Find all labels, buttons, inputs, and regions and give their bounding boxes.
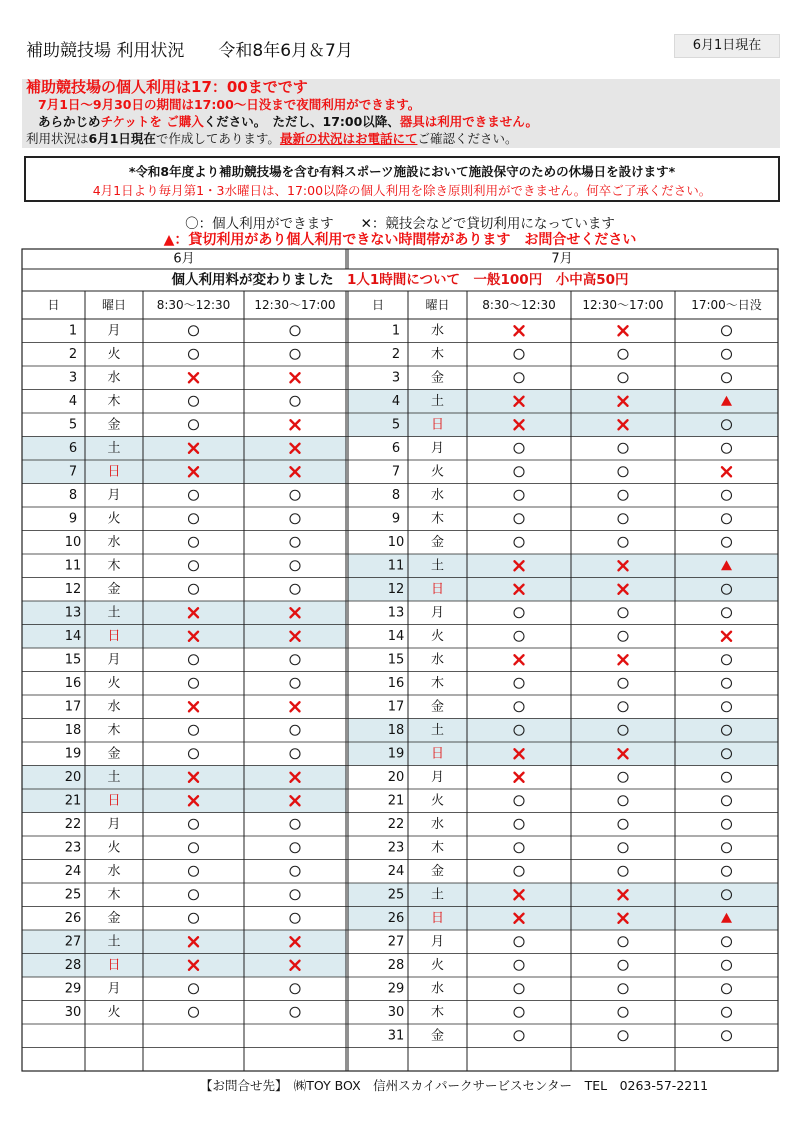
available-mark — [722, 772, 732, 782]
available-mark — [722, 1007, 732, 1017]
weekday: 土 — [430, 393, 445, 409]
weekday: 土 — [107, 440, 121, 456]
day-number: 6 — [68, 440, 78, 456]
available-mark — [722, 960, 732, 970]
day-number: 14 — [387, 628, 405, 644]
available-mark — [290, 1007, 300, 1017]
legend-partial: ▲：貸切利用があり個人利用できない時間帯があります お問合せください — [163, 232, 637, 248]
day-number: 3 — [68, 370, 78, 386]
available-mark — [514, 937, 524, 947]
weekday: 火 — [430, 464, 445, 480]
day-number: 26 — [64, 910, 82, 926]
fee-part: 1人1時間について — [333, 272, 461, 288]
weekday: 水 — [430, 652, 445, 668]
day-number: 3 — [391, 370, 401, 386]
weekday: 日 — [430, 581, 445, 597]
day-number: 25 — [64, 887, 82, 903]
reserved-mark — [189, 373, 198, 382]
available-mark — [514, 819, 524, 829]
weekend-row-bg — [348, 390, 778, 414]
column-header: 曜日 — [425, 298, 450, 312]
day-number: 18 — [64, 722, 82, 738]
day-number: 21 — [64, 793, 82, 809]
available-mark — [722, 702, 732, 712]
day-number: 19 — [64, 746, 82, 762]
available-mark — [189, 396, 199, 406]
weekday: 日 — [430, 910, 445, 926]
column-header: 12:30～17:00 — [582, 298, 664, 312]
weekday: 火 — [107, 675, 121, 691]
weekend-row-bg — [348, 554, 778, 578]
weekday: 火 — [107, 840, 121, 856]
available-mark — [189, 537, 199, 547]
weekday: 土 — [107, 605, 121, 621]
day-number: 25 — [387, 887, 405, 903]
column-header: 12:30～17:00 — [254, 298, 336, 312]
day-number: 20 — [64, 769, 82, 785]
available-mark — [514, 537, 524, 547]
day-number: 15 — [64, 652, 82, 668]
weekday: 金 — [430, 370, 445, 386]
day-number: 13 — [64, 605, 82, 621]
available-mark — [722, 514, 732, 524]
weekend-row-bg — [348, 719, 778, 743]
weekday: 金 — [107, 581, 121, 597]
available-mark — [722, 537, 732, 547]
available-mark — [189, 725, 199, 735]
available-mark — [618, 984, 628, 994]
day-number: 9 — [68, 511, 78, 527]
available-mark — [618, 843, 628, 853]
day-number: 22 — [64, 816, 82, 832]
available-mark — [514, 608, 524, 618]
reserved-mark — [619, 655, 628, 664]
weekday: 火 — [430, 628, 445, 644]
available-mark — [618, 1031, 628, 1041]
available-mark — [290, 655, 300, 665]
day-number: 2 — [391, 346, 401, 362]
available-mark — [189, 655, 199, 665]
month-label-june: 6月 — [173, 251, 195, 267]
weekday: 水 — [430, 816, 445, 832]
notice-hours: 補助競技場の個人利用は17：00までです — [26, 78, 308, 96]
day-number: 22 — [387, 816, 405, 832]
weekday: 木 — [430, 511, 445, 527]
available-mark — [290, 490, 300, 500]
available-mark — [514, 490, 524, 500]
available-mark — [290, 866, 300, 876]
day-number: 28 — [64, 957, 82, 973]
day-number: 10 — [64, 534, 82, 550]
available-mark — [189, 819, 199, 829]
day-number: 11 — [387, 558, 405, 574]
day-number: 26 — [387, 910, 405, 926]
day-number: 12 — [64, 581, 82, 597]
available-mark — [189, 490, 199, 500]
available-mark — [290, 349, 300, 359]
weekday: 土 — [430, 887, 445, 903]
column-header: 8:30～12:30 — [156, 298, 231, 312]
available-mark — [618, 796, 628, 806]
day-number: 16 — [387, 675, 405, 691]
reserved-mark — [189, 702, 198, 711]
reserved-mark — [291, 702, 300, 711]
available-mark — [189, 420, 199, 430]
weekday: 月 — [107, 816, 121, 832]
available-mark — [722, 655, 732, 665]
column-header: 日 — [47, 298, 60, 312]
available-mark — [189, 584, 199, 594]
weekday: 水 — [107, 699, 121, 715]
day-number: 30 — [64, 1004, 82, 1020]
available-mark — [514, 984, 524, 994]
day-number: 24 — [387, 863, 405, 879]
available-mark — [618, 866, 628, 876]
reserved-mark — [515, 655, 524, 664]
weekday: 水 — [430, 487, 445, 503]
available-mark — [618, 443, 628, 453]
available-mark — [514, 631, 524, 641]
available-mark — [290, 514, 300, 524]
fee-part: 小中高50円 — [542, 272, 629, 288]
weekday: 木 — [107, 558, 121, 574]
day-number: 28 — [387, 957, 405, 973]
day-number: 23 — [64, 840, 82, 856]
available-mark — [514, 1031, 524, 1041]
day-number: 8 — [391, 487, 401, 503]
closure-detail: 4月1日より毎月第1・3水曜日は、17:00以降の個人利用を除き原則利用ができません。何卒ご了承ください。 — [92, 183, 712, 198]
weekday: 火 — [107, 1004, 121, 1020]
weekday: 水 — [107, 534, 121, 550]
contact-footer: 【お問合せ先】 ㈱TOY BOX 信州スカイパークサービスセンター TEL 0263-57-2211 — [200, 1078, 709, 1093]
day-number: 6 — [391, 440, 401, 456]
column-header: 日 — [371, 298, 385, 312]
available-mark — [618, 608, 628, 618]
column-header: 曜日 — [101, 298, 127, 312]
notice-ticket: あらかじめチケットを ご購入ください。 ただし、17:00以降、器具は利用できません。 — [38, 114, 539, 129]
available-mark — [189, 866, 199, 876]
available-mark — [189, 913, 199, 923]
available-mark — [514, 349, 524, 359]
day-number: 5 — [68, 417, 78, 433]
weekday: 日 — [107, 793, 121, 809]
available-mark — [514, 1007, 524, 1017]
weekday: 木 — [107, 722, 121, 738]
available-mark — [189, 984, 199, 994]
available-mark — [722, 443, 732, 453]
reserved-mark — [291, 373, 300, 382]
available-mark — [722, 819, 732, 829]
weekday: 金 — [107, 417, 121, 433]
page-title: 補助競技場 利用状況 令和8年6月＆7月 — [26, 41, 353, 61]
available-mark — [618, 702, 628, 712]
available-mark — [189, 749, 199, 759]
weekday: 木 — [107, 393, 121, 409]
available-mark — [722, 843, 732, 853]
available-mark — [290, 678, 300, 688]
as-of-date: 6月1日現在 — [674, 34, 780, 58]
available-mark — [290, 396, 300, 406]
available-mark — [618, 631, 628, 641]
available-mark — [189, 326, 199, 336]
available-mark — [290, 749, 300, 759]
weekday: 月 — [107, 652, 121, 668]
available-mark — [290, 326, 300, 336]
day-number: 5 — [391, 417, 401, 433]
weekday: 水 — [430, 981, 445, 997]
available-mark — [514, 443, 524, 453]
column-header: 17:00～日没 — [691, 298, 762, 312]
day-number: 19 — [387, 746, 405, 762]
day-number: 27 — [387, 934, 405, 950]
weekday: 水 — [107, 863, 121, 879]
weekday: 金 — [107, 746, 121, 762]
day-number: 18 — [387, 722, 405, 738]
available-mark — [189, 349, 199, 359]
day-number: 27 — [64, 934, 82, 950]
legend-line: 〇：個人利用ができます ✕：競技会などで貸切利用になっています — [185, 216, 615, 232]
weekday: 月 — [430, 605, 445, 621]
month-label-july: 7月 — [551, 251, 573, 267]
available-mark — [722, 349, 732, 359]
available-mark — [618, 960, 628, 970]
available-mark — [514, 843, 524, 853]
fee-notice — [171, 271, 628, 288]
available-mark — [514, 467, 524, 477]
day-number: 16 — [64, 675, 82, 691]
weekday: 土 — [430, 722, 445, 738]
available-mark — [514, 373, 524, 383]
reserved-mark — [515, 773, 524, 782]
available-mark — [618, 772, 628, 782]
weekday: 火 — [107, 511, 121, 527]
weekday: 日 — [107, 957, 121, 973]
weekday: 日 — [107, 464, 121, 480]
weekday: 木 — [430, 346, 445, 362]
day-number: 1 — [68, 323, 78, 339]
available-mark — [722, 373, 732, 383]
available-mark — [189, 1007, 199, 1017]
fee-part: 一般100円 — [460, 272, 543, 288]
available-mark — [618, 819, 628, 829]
available-mark — [618, 349, 628, 359]
day-number: 17 — [387, 699, 405, 715]
weekday: 火 — [430, 793, 445, 809]
available-mark — [189, 678, 199, 688]
available-mark — [290, 913, 300, 923]
day-number: 21 — [387, 793, 405, 809]
day-number: 1 — [391, 323, 401, 339]
weekend-row-bg — [348, 578, 778, 602]
available-mark — [722, 326, 732, 336]
available-mark — [290, 537, 300, 547]
day-number: 8 — [68, 487, 78, 503]
weekday: 水 — [430, 323, 445, 339]
notice-status: 利用状況は6月1日現在で作成してあります。最新の状況はお電話にてご確認ください。 — [26, 131, 518, 146]
available-mark — [618, 373, 628, 383]
available-mark — [514, 796, 524, 806]
day-number: 13 — [387, 605, 405, 621]
fee-part: 個人利用料が変わりました — [171, 272, 334, 288]
available-mark — [290, 725, 300, 735]
available-mark — [290, 890, 300, 900]
weekday: 木 — [430, 675, 445, 691]
weekend-row-bg — [348, 742, 778, 766]
available-mark — [722, 1031, 732, 1041]
weekday: 月 — [430, 934, 445, 950]
available-mark — [618, 467, 628, 477]
available-mark — [290, 584, 300, 594]
weekday: 土 — [107, 769, 121, 785]
weekday: 日 — [430, 417, 445, 433]
weekday: 金 — [430, 1028, 445, 1044]
day-number: 10 — [387, 534, 405, 550]
weekday: 金 — [430, 863, 445, 879]
weekday: 月 — [107, 981, 121, 997]
weekday: 火 — [107, 346, 121, 362]
available-mark — [722, 866, 732, 876]
weekday: 木 — [430, 840, 445, 856]
day-number: 30 — [387, 1004, 405, 1020]
day-number: 17 — [64, 699, 82, 715]
day-number: 23 — [387, 840, 405, 856]
weekend-row-bg — [348, 413, 778, 437]
available-mark — [722, 608, 732, 618]
day-number: 9 — [391, 511, 401, 527]
weekday: 金 — [430, 699, 445, 715]
weekday: 日 — [107, 628, 121, 644]
day-number: 15 — [387, 652, 405, 668]
available-mark — [189, 514, 199, 524]
available-mark — [618, 537, 628, 547]
available-mark — [722, 796, 732, 806]
available-mark — [189, 843, 199, 853]
reserved-mark — [722, 467, 731, 476]
reserved-mark — [722, 632, 731, 641]
weekday: 金 — [430, 534, 445, 550]
available-mark — [618, 937, 628, 947]
available-mark — [514, 702, 524, 712]
weekday: 金 — [107, 910, 121, 926]
day-number: 20 — [387, 769, 405, 785]
day-number: 2 — [68, 346, 78, 362]
available-mark — [618, 678, 628, 688]
reserved-mark — [291, 420, 300, 429]
reserved-mark — [515, 326, 524, 335]
closure-title: *令和8年度より補助競技場を含む有料スポーツ施設において施設保守のための休場日を設けます* — [128, 164, 676, 179]
available-mark — [722, 937, 732, 947]
notice-evening: 7月1日～9月30日の期間は17:00～日没まで夜間利用ができます。 — [38, 97, 421, 112]
weekday: 木 — [430, 1004, 445, 1020]
available-mark — [514, 960, 524, 970]
weekend-row-bg — [348, 907, 778, 931]
available-mark — [618, 490, 628, 500]
weekend-row-bg — [348, 883, 778, 907]
available-mark — [290, 819, 300, 829]
day-number: 14 — [64, 628, 82, 644]
weekday: 木 — [107, 887, 121, 903]
day-number: 29 — [387, 981, 405, 997]
weekday: 月 — [430, 769, 445, 785]
column-header: 8:30～12:30 — [482, 298, 556, 312]
day-number: 24 — [64, 863, 82, 879]
weekday: 日 — [430, 746, 445, 762]
weekday: 月 — [107, 487, 121, 503]
available-mark — [722, 490, 732, 500]
day-number: 11 — [64, 558, 82, 574]
day-number: 7 — [391, 464, 401, 480]
available-mark — [189, 561, 199, 571]
available-mark — [722, 984, 732, 994]
day-number: 31 — [387, 1028, 405, 1044]
day-number: 4 — [68, 393, 78, 409]
weekday: 土 — [430, 558, 445, 574]
available-mark — [618, 514, 628, 524]
day-number: 4 — [391, 393, 401, 409]
available-mark — [722, 678, 732, 688]
available-mark — [290, 843, 300, 853]
available-mark — [514, 514, 524, 524]
day-number: 29 — [64, 981, 82, 997]
weekday: 月 — [430, 440, 445, 456]
weekday: 火 — [430, 957, 445, 973]
available-mark — [618, 1007, 628, 1017]
available-mark — [290, 984, 300, 994]
day-number: 12 — [387, 581, 405, 597]
available-mark — [189, 890, 199, 900]
day-number: 7 — [68, 464, 78, 480]
weekday: 土 — [107, 934, 121, 950]
weekday: 水 — [107, 370, 121, 386]
weekday: 月 — [107, 323, 121, 339]
available-mark — [514, 866, 524, 876]
available-mark — [514, 678, 524, 688]
available-mark — [290, 561, 300, 571]
reserved-mark — [619, 326, 628, 335]
